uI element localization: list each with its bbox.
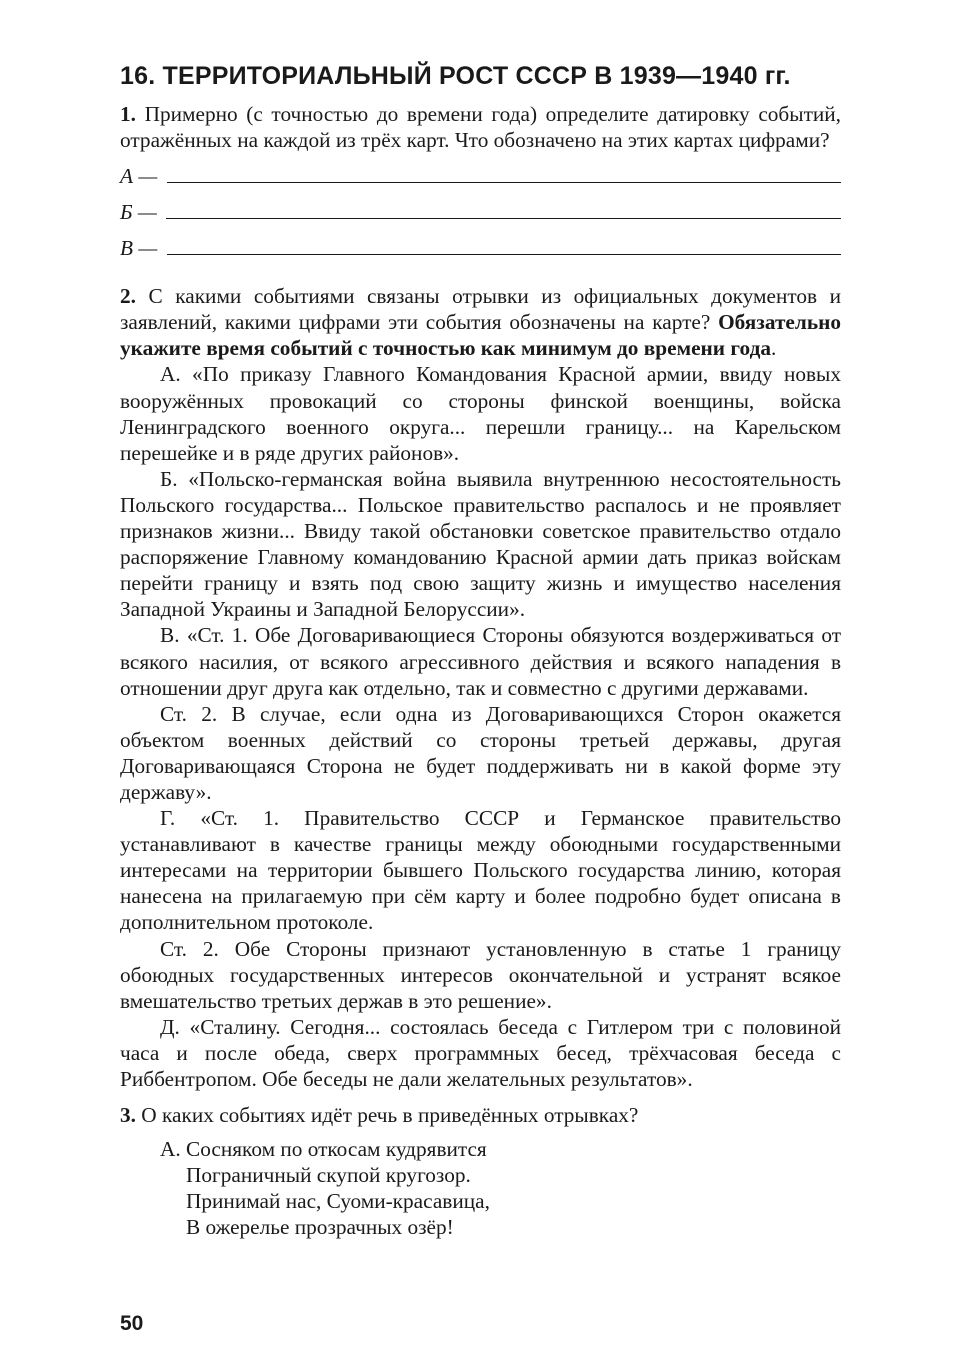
excerpt-v-article-2: Ст. 2. В случае, если одна из Договаривающихся Сторон окажется объектом военных действий со стороны третьей державы, другая Договаривающаяся Сторона не будет поддерживать ни в какой форме эту державу».: [120, 701, 841, 804]
answer-rule-a: [167, 182, 841, 183]
answer-label-v: В —: [120, 236, 163, 261]
poem-line: В ожерелье прозрачных озёр!: [186, 1215, 454, 1240]
question-1-number: 1.: [120, 102, 136, 126]
poem-line: Пограничный скупой кругозор.: [186, 1163, 471, 1188]
question-3-text: О каких событиях идёт речь в приведённых отрывках?: [135, 1103, 639, 1128]
answer-rule-b: [166, 218, 841, 219]
question-2-end: .: [771, 336, 777, 361]
answer-label-a: А —: [120, 164, 163, 189]
page-number: 50: [120, 1312, 144, 1335]
answer-line-b[interactable]: [120, 189, 841, 225]
question-2-number: 2.: [120, 284, 136, 309]
question-2-text: С какими событиями связаны отрывки из официальных документов и заявлений, какими цифрами эти события обозначены на карте?: [120, 284, 841, 335]
answer-label-b: Б —: [120, 200, 163, 225]
question-2: [120, 283, 841, 361]
excerpt-b: Б. «Польско-германская война выявила внутреннюю несостоятельность Польского государства... Польское правительство распалось и не проявляет признаков жизни... Ввиду такой обстановки советское правительство отдало распоряжение Главному командованию Красной армии дать приказ войскам перейти границу и взять под свою защиту жизнь и имущество населения Западной Украины и Западной Белоруссии».: [120, 466, 841, 622]
excerpt-g-article-2: Ст. 2. Обе Стороны признают установленную в статье 1 границу обоюдных государственных интересов окончательной и устранят всякое вмешательство третьих держав в это решение».: [120, 936, 841, 1013]
question-1-text: Примерно (с точностью до времени года) определите датировку событий, отражённых на каждой из трёх карт. Что обозначено на этих картах цифрами?: [120, 102, 841, 153]
poem-excerpt: [120, 1136, 841, 1240]
poem-line: Принимай нас, Суоми-красавица,: [186, 1189, 490, 1214]
page-content: [120, 58, 841, 1241]
excerpt-g-article-1: Г. «Ст. 1. Правительство СССР и Германское правительство устанавливают в качестве границы между обоюдными государственными интересами на территории бывшего Польского государства линию, которая нанесена на прилагаемую при сём карту и более подробно будет описана в дополнительном протоколе.: [120, 806, 841, 935]
answer-line-a[interactable]: [120, 153, 841, 189]
section-title: 16. ТЕРРИТОРИАЛЬНЫЙ РОСТ СССР В 1939—1940 гг.: [120, 62, 791, 90]
question-3: [120, 1102, 841, 1128]
excerpt-a: А. «По приказу Главного Командования Красной армии, ввиду новых вооружённых провокаций со стороны финской военщины, войска Ленинградского военного округа... перешли границу... на Карельском перешейке и в ряде других районов».: [120, 362, 841, 465]
answer-rule-v: [167, 254, 841, 255]
answer-line-v[interactable]: [120, 225, 841, 261]
question-3-number: 3.: [120, 1103, 136, 1128]
excerpt-d: Д. «Сталину. Сегодня... состоялась беседа с Гитлером три с половиной часа и после обеда, сверх программных бесед, трёхчасовая беседа с Риббентропом. Обе беседы не дали желательных результатов».: [120, 1014, 841, 1091]
question-2-emphasis: Обязательно укажите время событий с точностью как минимум до времени года: [120, 310, 841, 361]
question-1: [120, 101, 841, 153]
poem-line: А. Сосняком по откосам кудрявится: [160, 1137, 487, 1162]
excerpt-v-article-1: В. «Ст. 1. Обе Договаривающиеся Стороны обязуются воздерживаться от всякого насилия, от всякого агрессивного действия и всякого нападения в отношении друг друга как отдельно, так и совместно с другими державами.: [120, 623, 841, 700]
